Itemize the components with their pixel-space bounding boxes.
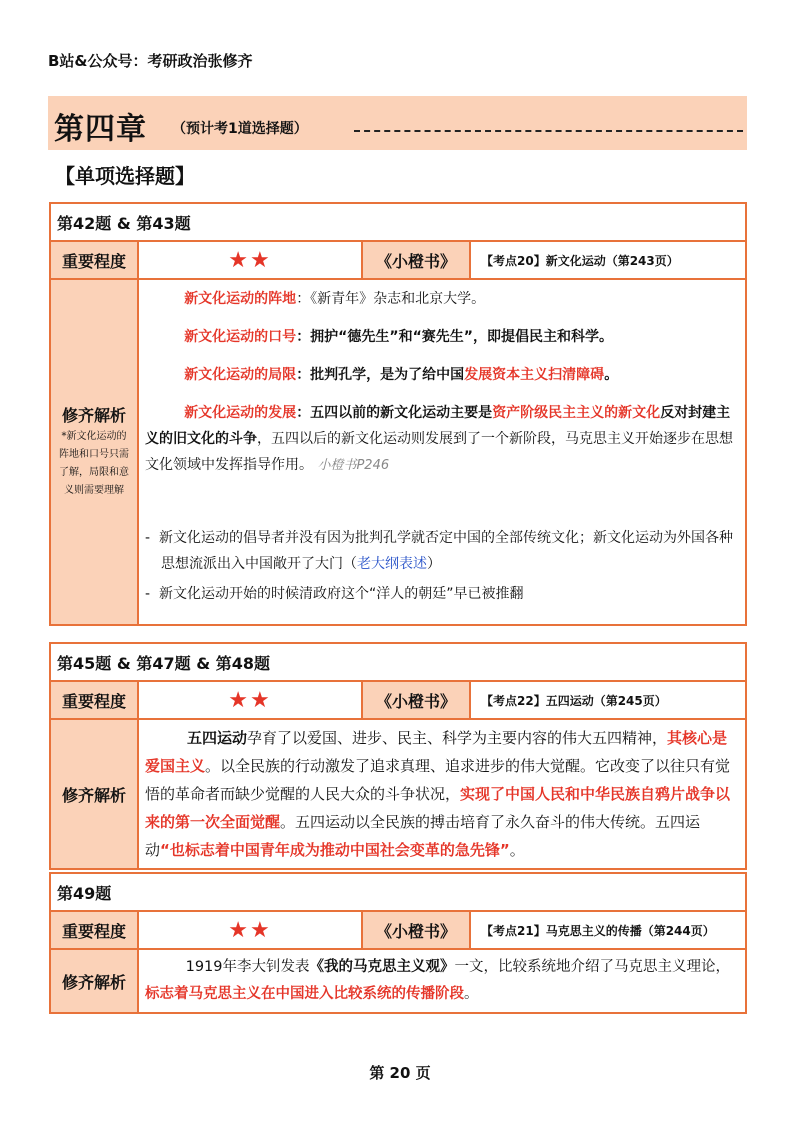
chapter-subtitle: （预计考1道选择题） [172, 121, 308, 137]
page-number: 第 20 页 [369, 1064, 431, 1082]
analysis-paragraph: 五四运动孕育了以爱国、进步、民主、科学为主要内容的伟大五四精神，其核心是爱国主义。以全民族的行动激发了追求真理、追求进步的伟大觉醒。它改变了以往只有觉悟的革命者而缺少觉醒的人民大众的斗争状况，实现了中国人民和中华民族自鸦片战争以来的第一次全面觉醒。五四运动以全民族的搏击培育了永久奋斗的伟大传统。五四运动“也标志着中国青年成为推动中国社会变革的急先锋”。 [145, 729, 731, 859]
importance-label: 重要程度 [50, 241, 138, 279]
point-development: 新文化运动的发展：五四以前的新文化运动主要是资产阶级民主主义的新文化反对封建主义的旧文化的斗争，五四以后的新文化运动则发展到了一个新阶段，马克思主义开始逐步在思想文化领域中发挥指导作用。 小橙书P246 [145, 405, 733, 473]
analysis-label: 修齐解析 [50, 949, 138, 1013]
question-header: 第42题 & 第43题 [50, 203, 746, 241]
importance-label: 重要程度 [50, 911, 138, 949]
chapter-title: 第四章 [54, 112, 147, 147]
chapter-dashline [354, 130, 743, 132]
analysis-label: 修齐解析 [61, 405, 126, 425]
question-block-49 [49, 872, 747, 1014]
point-position: 新文化运动的阵地：《新青年》杂志和北京大学。 [184, 291, 486, 307]
section-title: 【单项选择题】 [55, 164, 195, 188]
kaodian-text: 【考点22】五四运动（第245页） [470, 681, 746, 719]
point-slogan: 新文化运动的口号：拥护“德先生”和“赛先生”，即提倡民主和科学。 [184, 329, 613, 345]
chapter-banner [48, 96, 747, 150]
question-header: 第49题 [50, 873, 746, 911]
book-label: 《小橙书》 [362, 911, 470, 949]
question-header: 第45题 & 第47题 & 第48题 [50, 643, 746, 681]
analysis-note: *新文化运动的阵地和口号只需了解，局限和意义则需要理解 [59, 430, 129, 496]
bullet-2: - 新文化运动开始的时候清政府这个“洋人的朝廷”早已被推翻 [145, 586, 524, 602]
bullet-1: - 新文化运动的倡导者并没有因为批判孔学就否定中国的全部传统文化；新文化运动为外国各种思想流派出入中国敞开了大门（老大纲表述） [145, 530, 733, 572]
importance-stars: ★★ [138, 241, 362, 279]
analysis-label-cell [50, 279, 138, 625]
book-label: 《小橙书》 [362, 241, 470, 279]
kaodian-text: 【考点20】新文化运动（第243页） [470, 241, 746, 279]
book-label: 《小橙书》 [362, 681, 470, 719]
question-block-42-43 [49, 202, 747, 626]
analysis-paragraph: 1919年李大钊发表《我的马克思主义观》一文，比较系统地介绍了马克思主义理论，标志着马克思主义在中国进入比较系统的传播阶段。 [145, 959, 730, 1002]
analysis-content [138, 279, 746, 625]
importance-stars: ★★ [138, 681, 362, 719]
point-limitation: 新文化运动的局限：批判孔学，是为了给中国发展资本主义扫清障碍。 [184, 367, 619, 383]
analysis-content [138, 949, 746, 1013]
channel-header: B站&公众号：考研政治张修齐 [48, 52, 253, 70]
importance-stars: ★★ [138, 911, 362, 949]
analysis-content [138, 719, 746, 869]
question-block-45-47-48 [49, 642, 747, 870]
kaodian-text: 【考点21】马克思主义的传播（第244页） [470, 911, 746, 949]
analysis-label: 修齐解析 [50, 719, 138, 869]
importance-label: 重要程度 [50, 681, 138, 719]
